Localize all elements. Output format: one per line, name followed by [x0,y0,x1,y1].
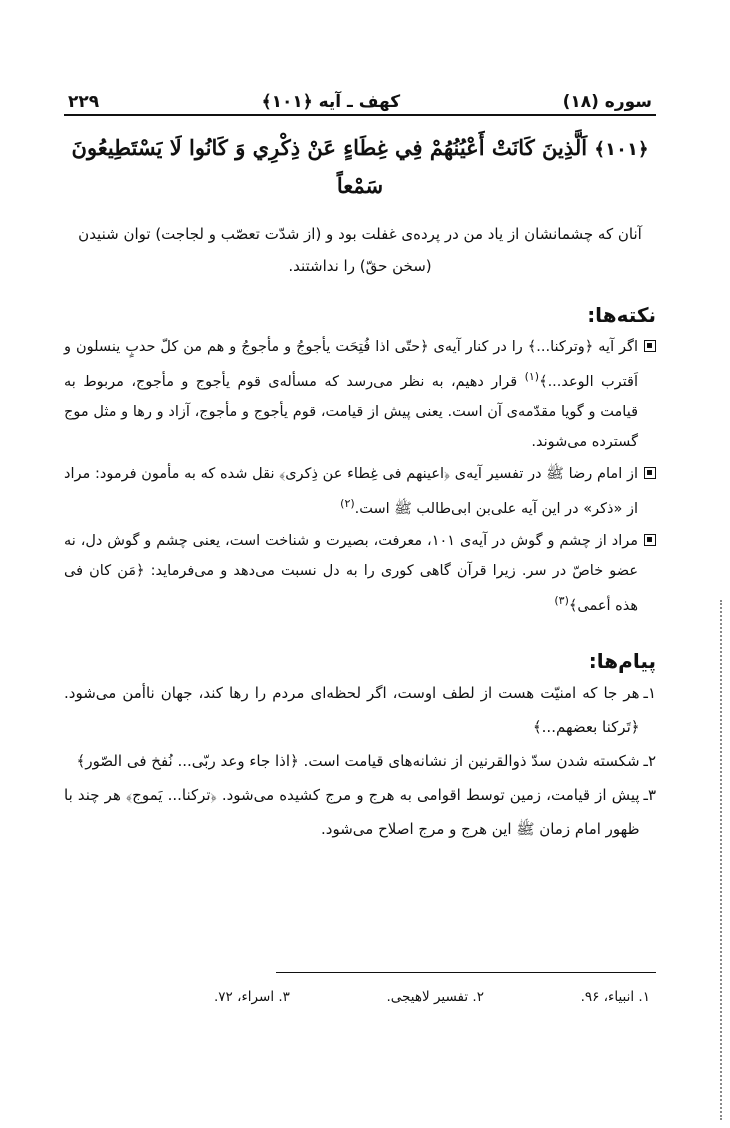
page-header [64,82,656,116]
verse-number: ﴿۱۰۱﴾ [594,139,649,160]
message-item [64,676,656,744]
note-item [64,526,656,621]
square-bullet-icon [644,534,656,546]
square-bullet-icon [644,467,656,479]
note-item [64,332,656,457]
verse-arabic-text: اَلَّذِينَ كَانَتْ أَعْيُنُهُمْ فِي غِطَاءٍ عَنْ ذِكْرِي وَ كَانُوا لَا يَسْتَطِيعُونَ سَمْعاً [71,135,588,198]
note-text: از امام رضا ﷺ در تفسیر آیه‌ی ﴿اعینهم فی غِطاء عن ذِکری﴾ نقل شده که به مأمون فرمود: مراد از «ذکر» در این آیه علی‌بن ابی‌طالب ﷺ است. [64,465,638,517]
page-number: ۲۲۹ [68,92,100,112]
verse-translation: آنان که چشمانشان از یاد من در پرده‌ی غفلت بود و (از شدّت تعصّب و لجاجت) توان شنیدن (سخن حقّ) را نداشتند. [78,225,642,275]
message-text: پیش از قیامت، زمین توسط اقوامی به هرج و مرج کشیده می‌شود. ﴿ترکنا... یَموج﴾ هر چند با ظهور امام زمان ﷺ این هرج و مرج اصلاح می‌شود. [64,786,640,839]
footnote-ref: (۲) [340,496,355,510]
message-text: شکسته شدن سدّ ذوالقرنین از نشانه‌های قیامت است. ﴿اذا جاء وعد ربّی... نُفخ فی الصّور﴾ [76,752,640,771]
footnotes [64,972,656,1005]
message-number: ۲ـ [643,752,656,771]
surah-ayah-location: کهف ـ آیه ﴿۱۰۱﴾ [261,92,401,112]
surah-label: سوره (۱۸) [562,92,652,112]
footnote-1: ۱. انبیاء، ۹۶. [580,989,650,1005]
footnote-2: ۲. تفسیر لاهیجی. [386,989,484,1005]
message-text: هر جا که امنیّت هست از لطف اوست، اگر لحظه‌ای مردم را رها کند، جهان ناأمن می‌شود. ﴿تَرکنا بعضهم...﴾ [64,684,640,737]
message-number: ۳ـ [643,786,656,805]
square-bullet-icon [644,340,656,352]
page-edge-shadow [718,600,722,1120]
footnote-ref: (۳) [554,593,569,607]
note-text: اگر آیه ﴿وترکنا...﴾ را در کنار آیه‌ی ﴿حتّی اذا فُتِحَت یأجوجُ و مأجوجُ و هم من کلّ حدبٍ ینسلون و اَقترب الوعد...﴾ [64,339,638,390]
page-body [64,82,656,846]
message-item [64,778,656,846]
note-text: مراد از چشم و گوش در آیه‌ی ۱۰۱، معرفت، بصیرت و شناخت است، یعنی چشم و گوش دل، نه عضو خاصّ در سر. زیرا قرآن گاهی کوری را به دل نسبت می‌دهد و می‌فرماید: ﴿مَن کان فی هذه أعمی﴾ [64,532,638,614]
note-text-continued: قرار دهیم، به نظر می‌رسد که مسأله‌ی قوم یأجوج و مأجوج، مربوط به قیامت و گویا مقدّمه‌ی آن است. یعنی پیش از قیامت، قوم یأجوج و مأجوج، آزاد و رها و مثل موج گسترده می‌شوند. [64,373,638,450]
footnote-3: ۳. اسراء، ۷۲. [214,989,290,1005]
messages-title: پیام‌ها: [588,649,656,674]
notes-title: نکته‌ها: [587,303,656,327]
message-number: ۱ـ [643,684,656,703]
note-item [64,459,656,524]
footnote-divider [276,972,656,973]
message-item [64,744,656,778]
quran-verse [64,130,656,204]
footnote-ref: (۱) [524,370,540,383]
